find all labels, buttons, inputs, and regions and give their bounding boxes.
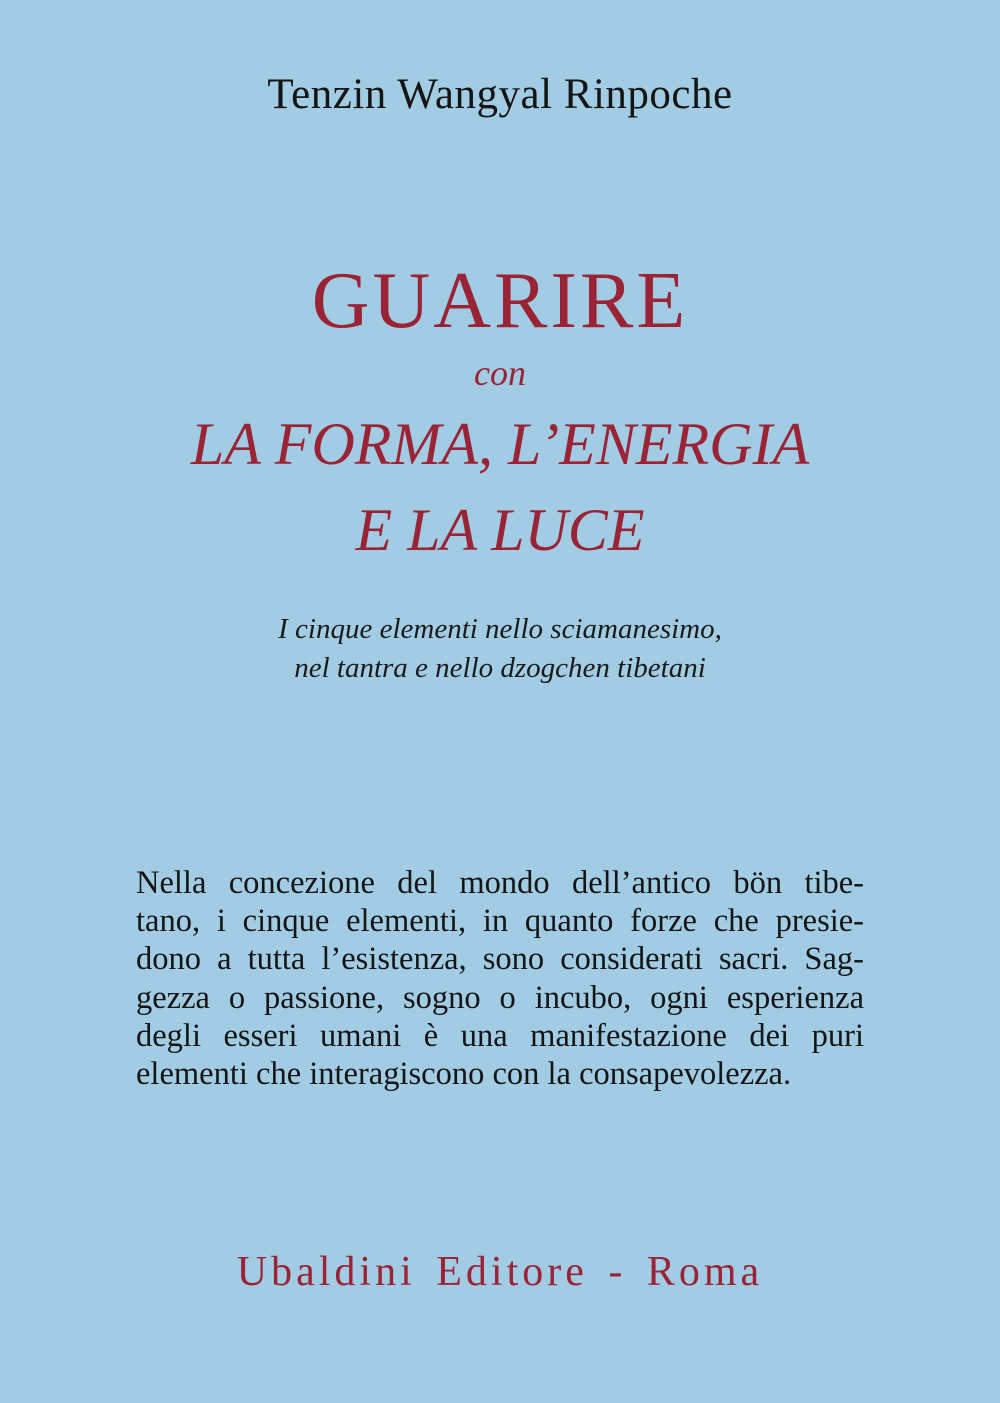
subtitle-line-1: LA FORMA, L’ENERGIA	[190, 411, 810, 477]
blurb-paragraph	[136, 864, 864, 1093]
tagline-line-2: nel tantra e nello dzogchen tibetani	[294, 652, 706, 684]
book-title: GUARIRE	[311, 257, 689, 345]
title-connector: con	[474, 353, 526, 393]
blurb-line: gezza o passione, sogno o incubo, ogni esperienza	[136, 979, 864, 1016]
subtitle-line-2: E LA LUCE	[355, 497, 645, 563]
blurb-line: tano, i cinque elementi, in quanto forze che presie-	[136, 903, 864, 940]
author-name: Tenzin Wangyal Rinpoche	[267, 71, 733, 118]
publisher-name: Ubaldini Editore - Roma	[236, 1249, 764, 1295]
blurb-line: Nella concezione del mondo dell’antico bön tibe-	[136, 865, 864, 901]
blurb-line: elementi che interagiscono con la consapevolezza.	[136, 1056, 792, 1093]
blurb-line: degli esseri umani è una manifestazione dei puri	[136, 1017, 864, 1054]
tagline-line-1: I cinque elementi nello sciamanesimo,	[278, 613, 722, 645]
blurb-line: dono a tutta l’esistenza, sono considerati sacri. Sag-	[136, 941, 864, 978]
